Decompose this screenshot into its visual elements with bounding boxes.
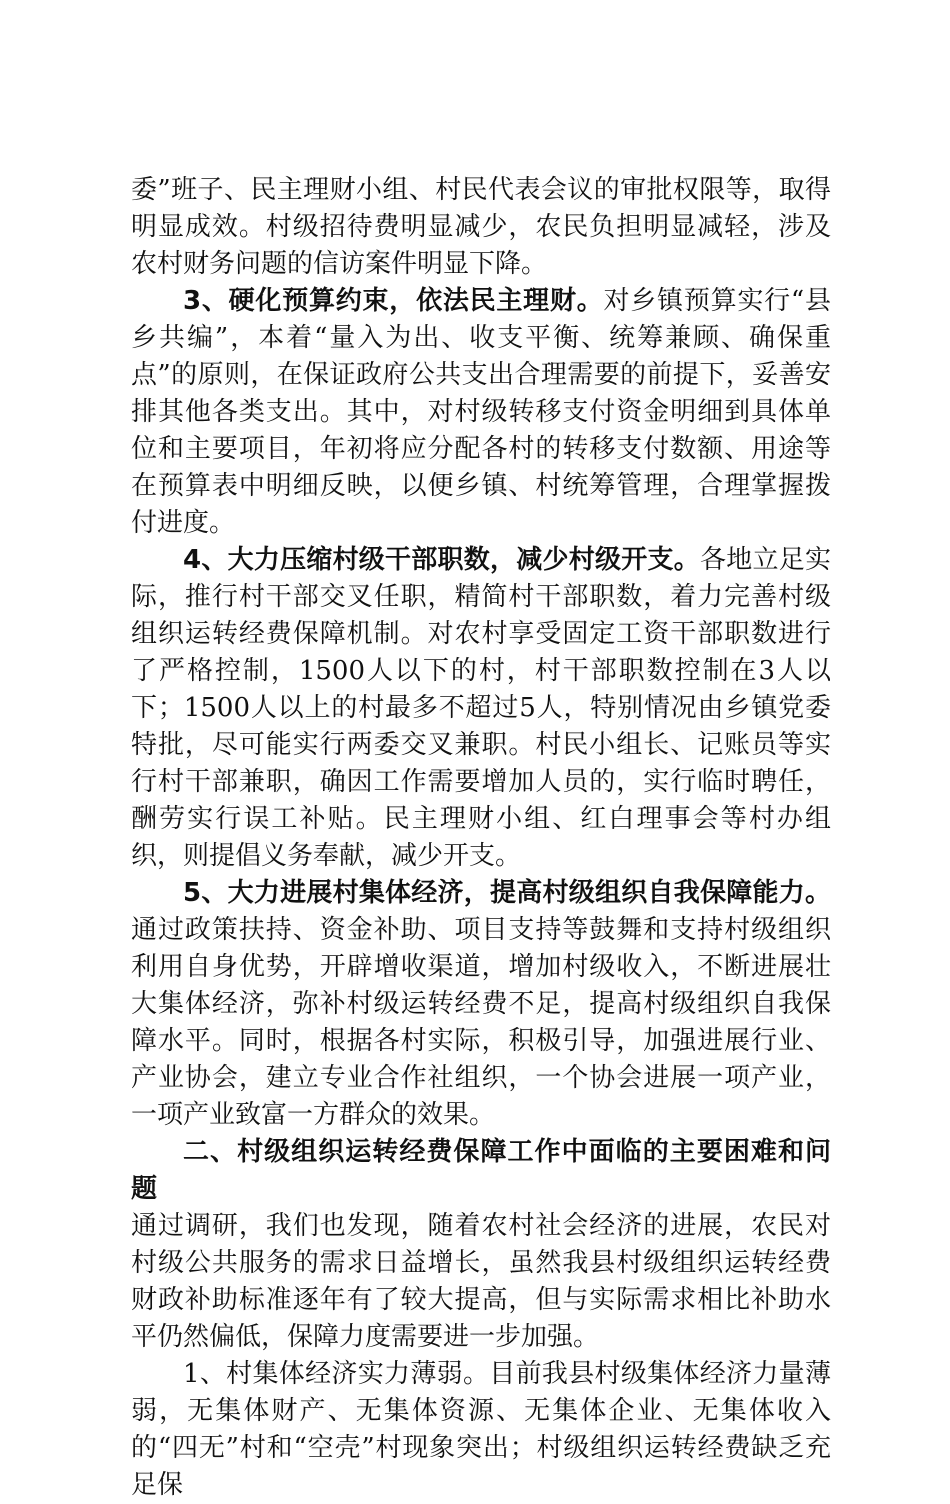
paragraph-6-title: 1、村集体经济实力薄弱。 <box>183 1359 490 1389</box>
paragraph-5-title: 5、大力进展村集体经济，提高村级组织自我保障能力。 <box>183 878 831 908</box>
paragraph-6 <box>131 1356 831 1504</box>
paragraph-6-body: 目前我县村级集体经济力量薄弱，无集体财产、无集体资源、无集体企业、无集体收入的“四无”村和“空壳”村现象突出；村级组织运转经费缺乏充足保 <box>131 1359 831 1500</box>
paragraph-4-body: 各地立足实际，推行村干部交叉任职，精简村干部职数，着力完善村级组织运转经费保障机制。对农村享受固定工资干部职数进行了严格控制，1500人以下的村，村干部职数控制在3人以下；1500人以上的村最多不超过5人，特别情况由乡镇党委特批，尽可能实行两委交叉兼职。村民小组长、记账员等实行村干部兼职，确因工作需要增加人员的，实行临时聘任，酬劳实行误工补贴。民主理财小组、红白理事会等村办组织，则提倡义务奉献，减少开支。 <box>131 545 831 871</box>
document-body <box>131 172 831 1504</box>
paragraph-4 <box>131 542 831 875</box>
paragraph-continuation: 委”班子、民主理财小组、村民代表会议的审批权限等，取得明显成效。村级招待费明显减少，农民负担明显减轻，涉及农村财务问题的信访案件明显下降。 <box>131 175 831 279</box>
paragraph-3-title: 3、硬化预算约束，依法民主理财。 <box>183 286 604 316</box>
paragraph-5-body: 通过政策扶持、资金补助、项目支持等鼓舞和支持村级组织利用自身优势，开辟增收渠道，增加村级收入，不断进展壮大集体经济，弥补村级运转经费不足，提高村级组织自我保障水平。同时，根据各村实际，积极引导，加强进展行业、产业协会，建立专业合作社组织，一个协会进展一项产业，一项产业致富一方群众的效果。 <box>131 915 831 1130</box>
section-heading: 二、村级组织运转经费保障工作中面临的主要困难和问题 <box>131 1137 831 1204</box>
paragraph-3 <box>131 283 831 542</box>
paragraph-3-body: 对乡镇预算实行“县乡共编”，本着“量入为出、收支平衡、统筹兼顾、确保重点”的原则，在保证政府公共支出合理需要的前提下，妥善安排其他各类支出。其中，对村级转移支付资金明细到具体单位和主要项目，年初将应分配各村的转移支付数额、用途等在预算表中明细反映，以便乡镇、村统筹管理，合理掌握拨付进度。 <box>131 286 831 538</box>
paragraph-survey: 通过调研，我们也发现，随着农村社会经济的进展，农民对村级公共服务的需求日益增长，虽然我县村级组织运转经费财政补助标准逐年有了较大提高，但与实际需求相比补助水平仍然偏低，保障力度需要进一步加强。 <box>131 1211 831 1352</box>
paragraph-5 <box>131 875 831 1134</box>
paragraph-4-title: 4、大力压缩村级干部职数，减少村级开支。 <box>183 545 701 575</box>
